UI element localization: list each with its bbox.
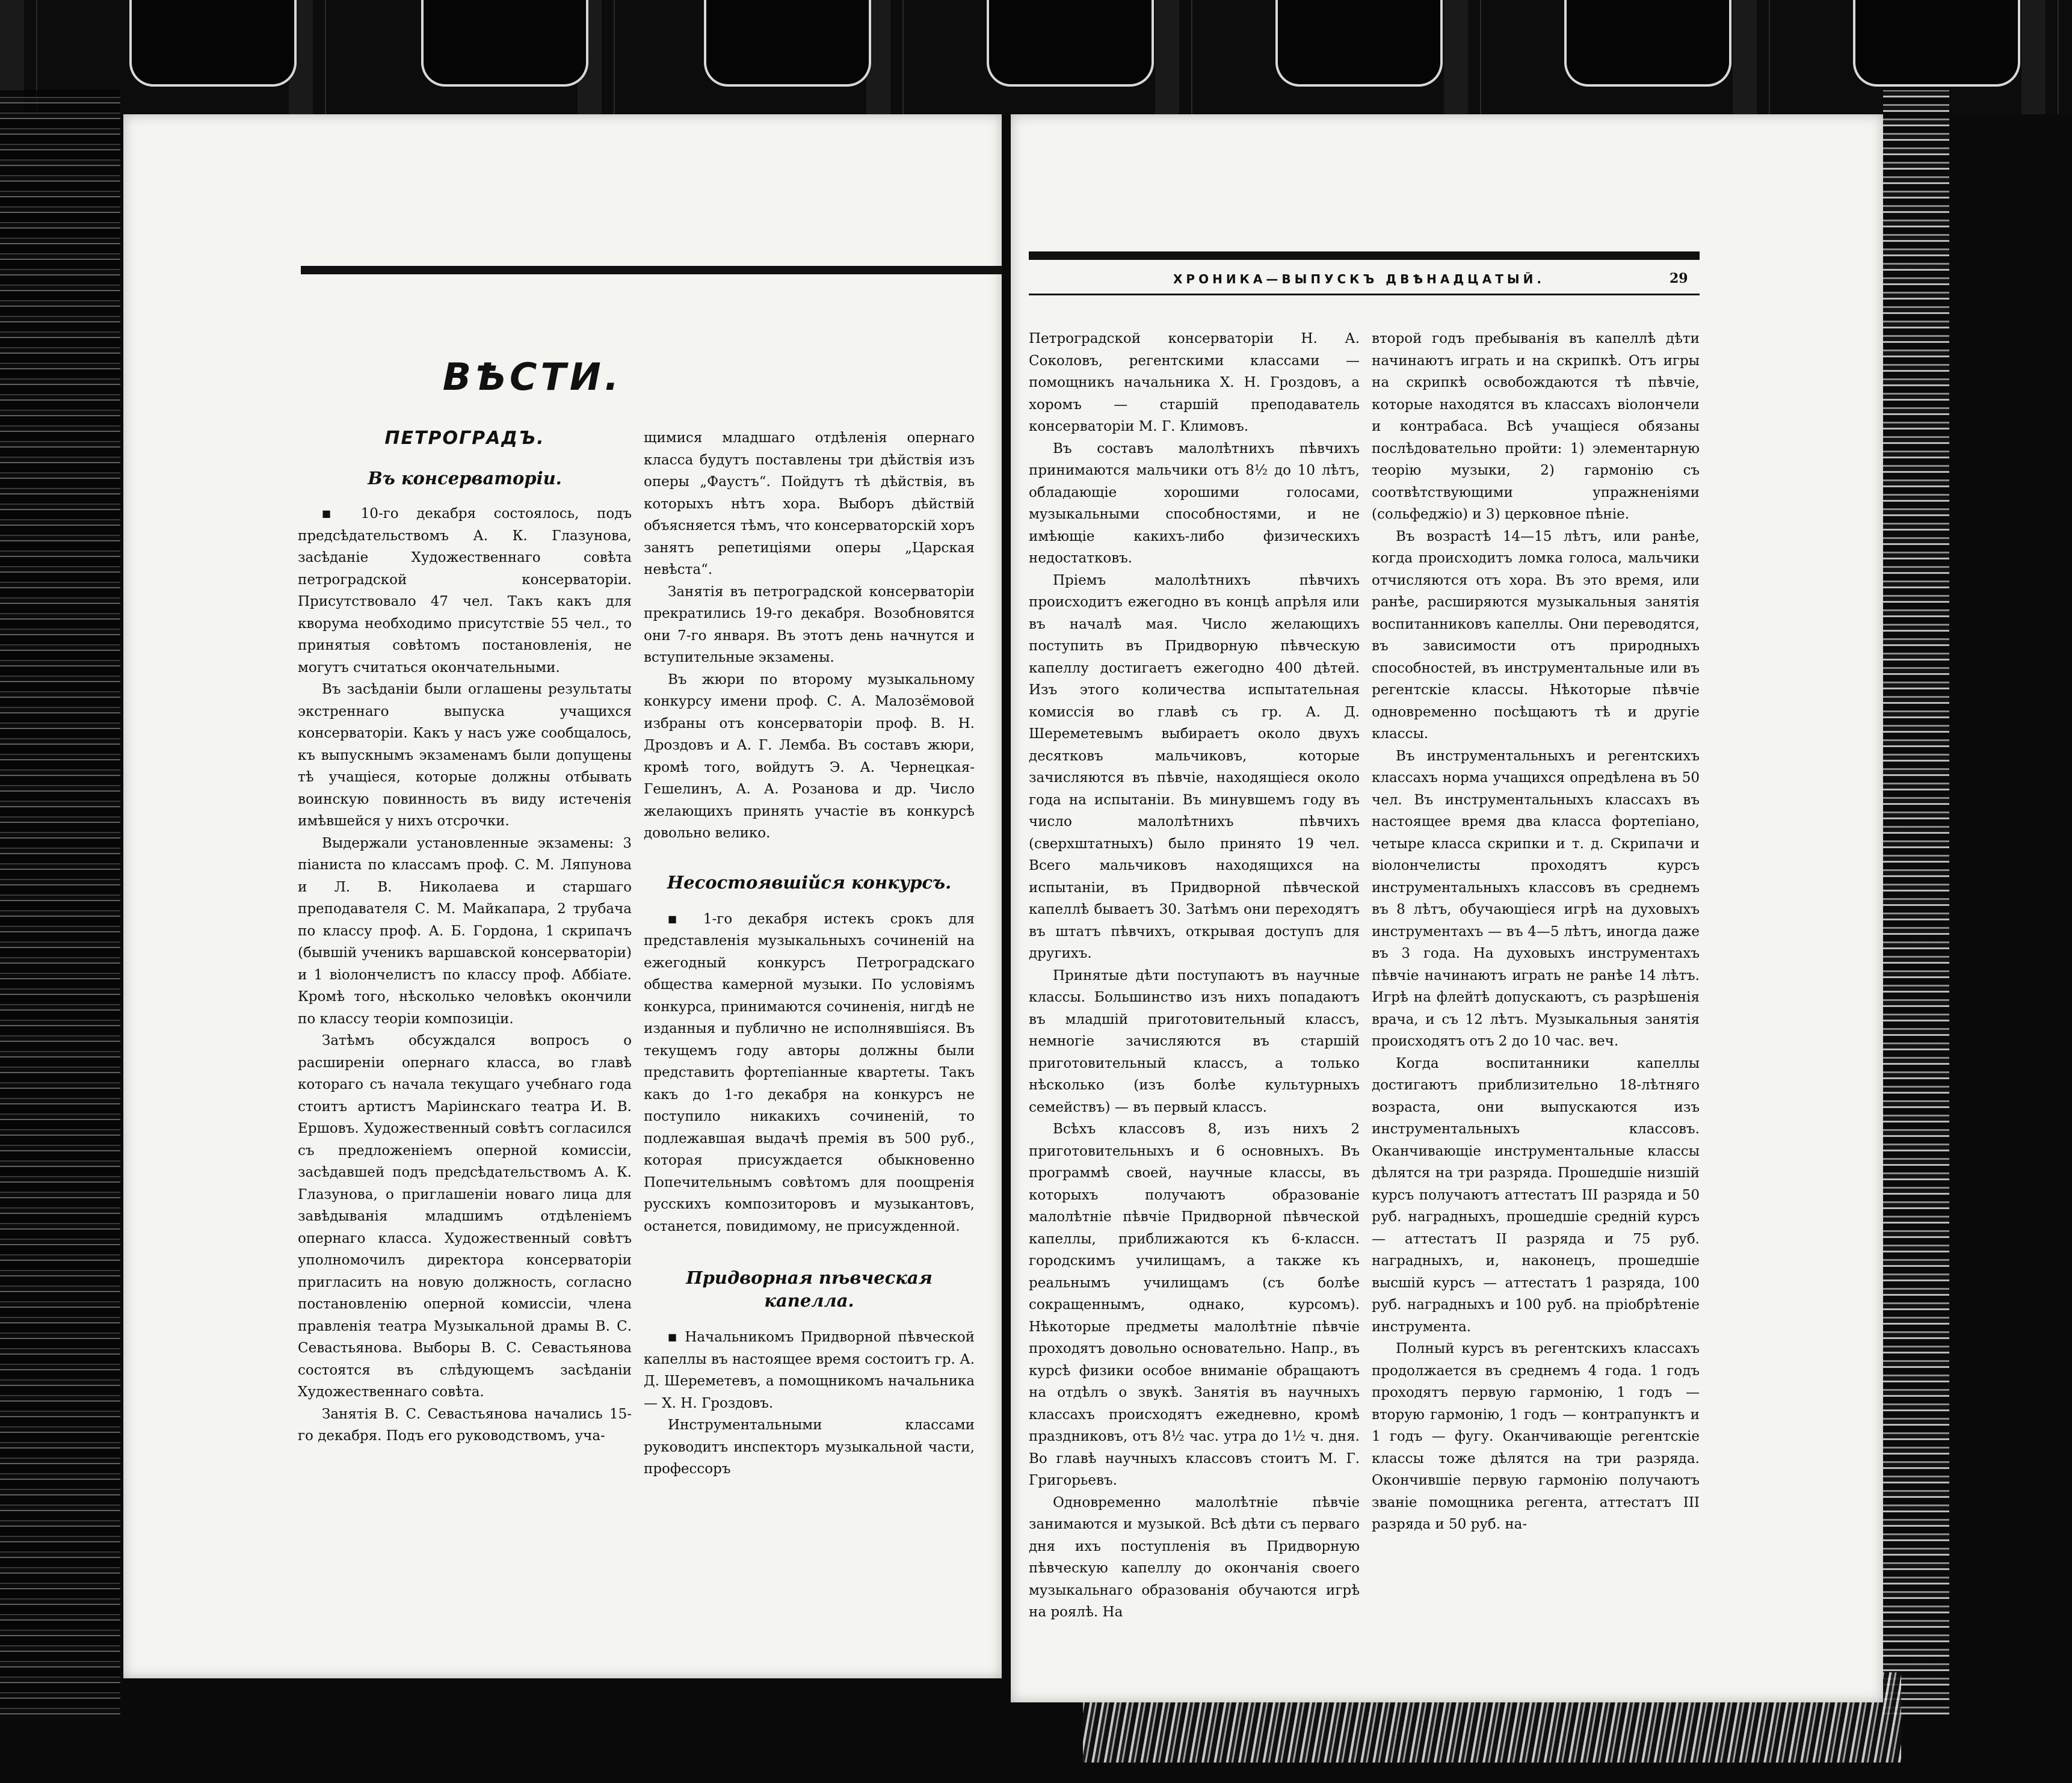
page-title: ВѢСТИ.: [442, 355, 623, 399]
paragraph: Въ жюри по второму музыкальному конкурсу имени проф. С. А. Малозёмовой избраны отъ консерваторіи проф. В. Н. Дроздовъ и А. Г. Лемба. Въ составъ жюри, кромѣ того, войдутъ Э. А. Чернецкая-Гешелинъ, А. А. Розанова и др. Число желающихъ принять участіе въ конкурсѣ довольно велико.: [644, 671, 975, 841]
top-rule: [1029, 251, 1700, 260]
right-column-1: [1029, 328, 1360, 1624]
page-number: 29: [1670, 271, 1688, 286]
film-perforation: [987, 0, 1154, 87]
paragraph: щимися младшаго отдѣленія опернаго класса будутъ поставлены три дѣйствія изъ оперы „Фаустъ“. Пойдутъ тѣ дѣйствія, въ которыхъ нѣтъ хора. Выборъ дѣйствій объясняется тѣмъ, что консерваторскій хоръ занятъ репетиціями оперы „Царская невѣста“.: [644, 430, 975, 577]
right-page: [1011, 114, 1883, 1702]
subsection-heading: Придворная пѣвческая: [686, 1267, 933, 1288]
film-perforation: [704, 0, 871, 87]
film-perforation: [1564, 0, 1731, 87]
paragraph: ■ Начальникомъ Придворной пѣвческой капеллы въ настоящее время состоитъ гр. А. Д. Шереметевъ, а помощникомъ начальника — Х. Н. Гроздовъ.: [644, 1326, 975, 1414]
paragraph: Принятые дѣти поступаютъ въ научные классы. Большинство изъ нихъ попадаютъ въ младшій приготовительный классъ, немногіе зачисляются въ старшій приготовительный классъ, а только нѣсколько (изъ болѣе культурныхъ семействъ) — въ первый классъ.: [1029, 967, 1360, 1115]
paragraph: Полный курсъ въ регентскихъ классахъ продолжается въ среднемъ 4 года. 1 годъ проходятъ первую гармонію, 1 годъ — вторую гармонію, 1 годъ — контрапунктъ и 1 годъ — фугу. Оканчивающіе регентскіе классы тоже дѣлятся на три разряда. Окончившіе первую гармонію получаютъ званіе помощника регента, аттестатъ III разряда и 50 руб. на-: [1372, 1341, 1700, 1532]
paragraph: Занятія въ петроградской консерваторіи прекратились 19-го декабря. Возобновятся они 7-го января. Въ этотъ день начнутся и вступительные экзамены.: [644, 584, 975, 665]
film-perforation: [129, 0, 297, 87]
paragraph: Одновременно малолѣтніе пѣвчіе занимаются и музыкой. Всѣ дѣти съ перваго дня ихъ поступленія въ Придворную пѣвческую капеллу до окончанія своего музыкальнаго образованія обучаются игрѣ на роялѣ. На: [1029, 1494, 1360, 1620]
right-column-2: [1372, 328, 1700, 1536]
paragraph: Въ составъ малолѣтнихъ пѣвчихъ принимаются мальчики отъ 8½ до 10 лѣтъ, обладающіе хорошими голосами, музыкальными способностями, и не имѣющіе какихъ-либо физическихъ недостатковъ.: [1029, 440, 1360, 566]
left-column-2: [644, 427, 975, 1480]
paragraph: Когда воспитанники капеллы достигаютъ приблизительно 18-лѣтняго возраста, они выпускаются изъ инструментальныхъ классовъ. Оканчивающіе инструментальные классы дѣлятся на три разряда. Прошедшіе низшій курсъ получаютъ аттестатъ III разряда и 50 руб. наградныхъ, прошедшіе средній курсъ — аттестатъ II разряда и 75 руб. наградныхъ, и, наконецъ, прошедшіе высшій курсъ — аттестатъ 1 разряда, 100 руб. наградныхъ и 100 руб. на пріобрѣтеніе инструмента.: [1372, 1055, 1700, 1335]
film-perforation: [1853, 0, 2020, 87]
top-rule: [301, 266, 1002, 274]
left-page: [123, 114, 1002, 1678]
scan-edge-right: [1883, 90, 1949, 1714]
section-heading: ПЕТРОГРАДЪ.: [384, 428, 545, 449]
paragraph: Всѣхъ классовъ 8, изъ нихъ 2 приготовительныхъ и 6 основныхъ. Въ программѣ своей, научные классы, въ которыхъ получаютъ образованіе малолѣтніе пѣвчіе Придворной пѣвческой капеллы, приближаются къ 6-классн. городскимъ училищамъ, а также къ реальнымъ училищамъ (съ болѣе сокращеннымъ, однако, курсомъ). Нѣкоторые предметы малолѣтніе пѣвчіе проходятъ довольно основательно. Напр., въ курсѣ физики особое вниманіе обращаютъ на отдѣлъ о звукѣ. Занятія въ научныхъ классахъ происходятъ ежедневно, кромѣ праздниковъ, отъ 8½ час. утра до 1½ ч. дня. Во главѣ научныхъ классовъ стоитъ М. Г. Григорьевъ.: [1029, 1121, 1360, 1488]
paragraph: Въ инструментальныхъ и регентскихъ классахъ норма учащихся опредѣлена въ 50 чел. Въ инструментальныхъ классахъ въ настоящее время два класса фортепіано, четыре класса скрипки и т. д. Скрипачи и віолончелисты проходятъ курсъ инструментальныхъ классовъ въ среднемъ въ 8 лѣтъ, обучающіеся игрѣ на духовыхъ инструментахъ — въ 4—5 лѣтъ, иногда даже въ 3 года. На духовыхъ инструментахъ пѣвчіе начинаютъ играть не ранѣе 14 лѣтъ. Игрѣ на флейтѣ допускаютъ, съ разрѣшенія врача, и съ 12 лѣтъ. Музыкальныя занятія происходятъ отъ 2 до 10 час. веч.: [1372, 748, 1700, 1049]
paragraph: второй годъ пребыванія въ капеллѣ дѣти начинаютъ играть и на скрипкѣ. Отъ игры на скрипкѣ освобождаются тѣ пѣвчіе, которые находятся въ классахъ віолончели и контрабаса. Всѣ учащіеся обязаны послѣдовательно пройти: 1) элементарную теорію музыки, 2) гармонію съ соотвѣтствующими упражненіями (сольфеджіо) и 3) церковное пѣніе.: [1372, 331, 1700, 522]
paragraph: ■ 10-го декабря состоялось, подъ предсѣдательствомъ А. К. Глазунова, засѣданіе Художественнаго совѣта петроградской консерваторіи. Присутствовало 47 чел. Такъ какъ для кворума необходимо присутствіе 55 чел., то принятыя совѣтомъ постановленія, не могутъ считаться окончательными.: [298, 503, 632, 679]
paragraph: ■ 1-го декабря истекъ срокъ для представленія музыкальныхъ сочиненій на ежегодный конкурсъ Петроградскаго общества камерной музыки. По условіямъ конкурса, принимаются сочиненія, нигдѣ не изданныя и публично не исполнявшіяся. Въ текущемъ году авторы должны были представить фортепіанные квартеты. Такъ какъ до 1-го декабря на конкурсъ не поступило никакихъ сочиненій, то подлежавшая выдачѣ премія въ 500 руб., которая присуждается обыкновенно Попечительнымъ совѣтомъ для поощренія русскихъ композиторовъ и музыкантовъ, останется, повидимому, не присужденной.: [644, 908, 975, 1238]
header-rule: [1029, 294, 1700, 295]
subsection-heading: Несостоявшійся конкурсъ.: [667, 872, 952, 893]
paragraph: Инструментальными классами руководитъ инспекторъ музыкальной части, профессоръ: [644, 1417, 975, 1477]
paragraph: Въ возрастѣ 14—15 лѣтъ, или ранѣе, когда происходитъ ломка голоса, мальчики отчисляются отъ хора. Въ это время, или ранѣе, расширяются музыкальныя занятія воспитанниковъ капеллы. Они переводятся, въ зависимости отъ природныхъ способностей, въ инструментальные или въ регентскіе классы. Нѣкоторые пѣвчіе одновременно посѣщаютъ тѣ и другіе классы.: [1372, 528, 1700, 742]
paragraph: Въ засѣданіи были оглашены результаты экстреннаго выпуска учащихся консерваторіи. Какъ у насъ уже сообщалось, къ выпускнымъ экзаменамъ были допущены тѣ учащіеся, которые должны отбывать воинскую повинность въ виду истеченія имѣвшейся у нихъ отсрочки.: [298, 682, 632, 829]
film-perforation: [421, 0, 588, 87]
paragraph: Затѣмъ обсуждался вопросъ о расширеніи опернаго класса, во главѣ котораго съ начала текущаго учебнаго года стоитъ артистъ Маріинскаго театра И. В. Ершовъ. Художественный совѣтъ согласился съ предложеніемъ оперной комиссіи, засѣдавшей подъ предсѣдательствомъ А. К. Глазунова, о приглашеніи новаго лица для завѣдыванія младшимъ отдѣленіемъ опернаго класса. Художественный совѣтъ уполномочилъ директора консерваторіи пригласить на новую должность, согласно постановленію оперной комиссіи, члена правленія театра Музыкальной драмы В. С. Севастьянова. Выборы В. С. Севастьянова состоятся въ слѣдующемъ засѣданіи Художественнаго совѣта.: [298, 1033, 632, 1400]
running-head: ХРОНИКА—ВЫПУСКЪ ДВѢНАДЦАТЫЙ.: [1173, 272, 1545, 286]
left-column-1: [298, 427, 632, 1447]
subsection-heading: Въ консерваторіи.: [368, 468, 562, 488]
film-perforation: [1275, 0, 1443, 87]
paragraph: Петроградской консерваторіи Н. А. Соколовъ, регентскими классами — помощникъ начальника Х. Н. Гроздовъ, а хоромъ — старшій преподаватель консерваторіи М. Г. Климовъ.: [1029, 331, 1360, 434]
scan-edge-left: [0, 90, 120, 1714]
paragraph: Выдержали установленные экзамены: 3 піаниста по классамъ проф. С. М. Ляпунова и Л. В. Николаева и старшаго преподавателя С. М. Майкапара, 2 трубача по классу проф. А. Б. Гордона, 1 скрипачъ (бывшій ученикъ варшавской консерваторіи) и 1 віолончелистъ по классу проф. Аббіате. Кромѣ того, нѣсколько человѣкъ окончили по классу теоріи композиціи.: [298, 835, 632, 1027]
subsection-heading: капелла.: [764, 1290, 854, 1311]
paragraph: Пріемъ малолѣтнихъ пѣвчихъ происходитъ ежегодно въ концѣ апрѣля или въ началѣ мая. Число желающихъ поступить въ Придворную пѣвческую капеллу достигаетъ ежегодно 400 дѣтей. Изъ этого количества испытательная комиссія во главѣ съ гр. А. Д. Шереметевымъ выбираетъ около двухъ десятковъ мальчиковъ, которые зачисляются въ пѣвчіе, находящіеся около года на испытаніи. Въ минувшемъ году въ число малолѣтнихъ пѣвчихъ (сверхштатныхъ) было принято 19 чел. Всего мальчиковъ находящихся на испытаніи, въ Придворной пѣвческой капеллѣ бываетъ 30. Затѣмъ они переходятъ въ штатъ пѣвчихъ, открывая доступъ для другихъ.: [1029, 572, 1360, 961]
paragraph: Занятія В. С. Севастьянова начались 15-го декабря. Подъ его руководствомъ, уча-: [298, 1406, 632, 1444]
